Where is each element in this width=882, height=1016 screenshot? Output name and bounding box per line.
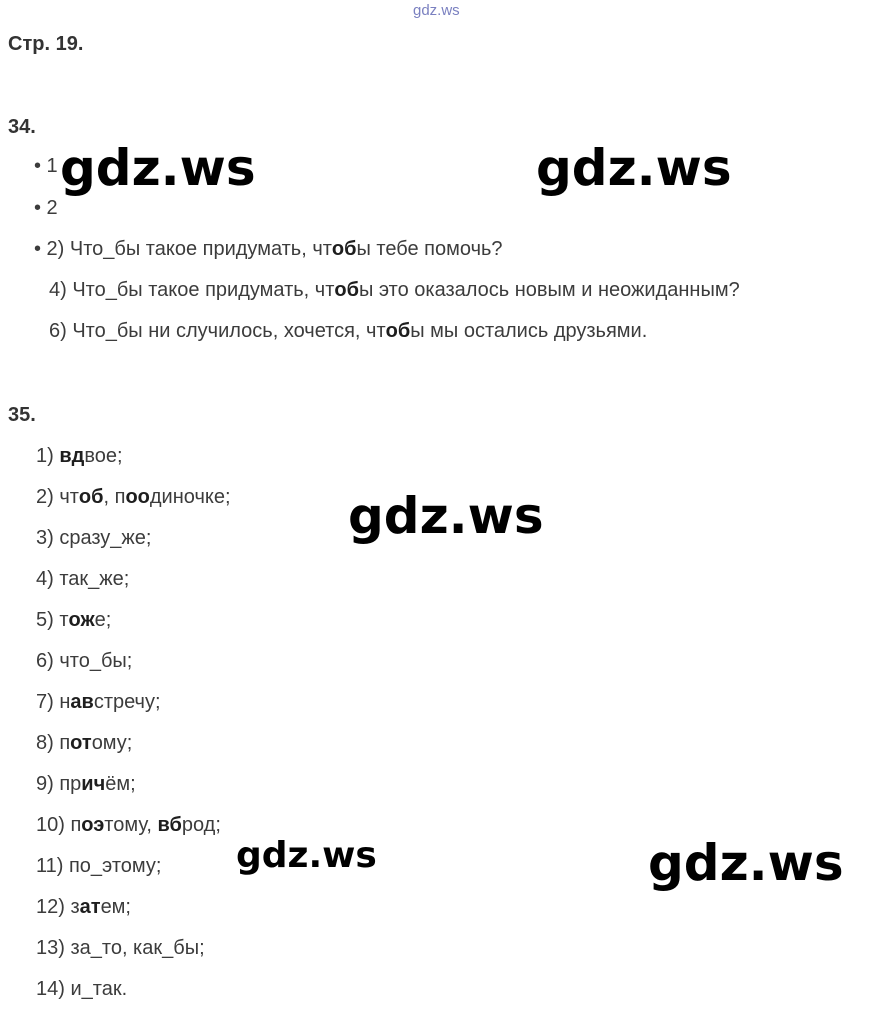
answer-item: 5) тоже; [36, 609, 112, 631]
answer-item: 9) причём; [36, 773, 136, 795]
answer-item: 8) потому; [36, 732, 133, 754]
watermark: gdz.ws [536, 139, 732, 197]
watermark: gdz.ws [236, 835, 377, 876]
answer-item: 13) за_то, как_бы; [36, 937, 205, 959]
task-34-number: 34. [8, 116, 36, 138]
watermark: gdz.ws [348, 487, 544, 545]
page-reference: Стр. 19. [8, 33, 84, 55]
answer-item: 4) так_же; [36, 568, 130, 590]
watermark: gdz.ws [648, 834, 844, 892]
answer-item: 3) сразу_же; [36, 527, 152, 549]
answer-item: 6) что_бы; [36, 650, 133, 672]
answer-item: 14) и_так. [36, 978, 128, 1000]
answer-item: 12) затем; [36, 896, 131, 918]
task-34-bullet: • 1 [34, 155, 58, 177]
task-34-line: 6) Что_бы ни случилось, хочется, чтобы мы остались друзьями. [49, 320, 648, 342]
watermark: gdz.ws [60, 139, 256, 197]
answer-item: 2) чтоб, поодиночке; [36, 486, 231, 508]
task-34-line: 4) Что_бы такое придумать, чтобы это оказалось новым и неожиданным? [49, 279, 740, 301]
answer-item: 1) вдвое; [36, 445, 123, 467]
task-35-number: 35. [8, 404, 36, 426]
answer-item: 11) по_этому; [36, 855, 162, 877]
answer-item: 7) навстречу; [36, 691, 161, 713]
task-34-bullet: • 2) Что_бы такое придумать, чтобы тебе помочь? [34, 238, 503, 260]
task-34-bullet: • 2 [34, 197, 58, 219]
site-mark: gdz.ws [413, 2, 460, 19]
answer-item: 10) поэтому, вброд; [36, 814, 221, 836]
